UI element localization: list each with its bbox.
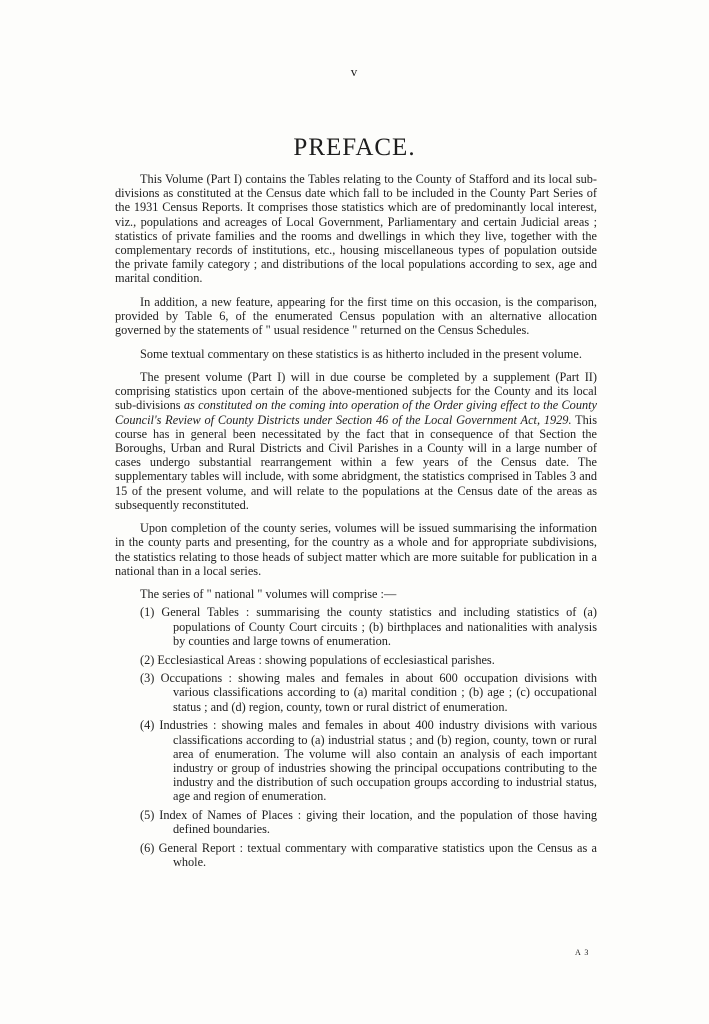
paragraph-4	[115, 370, 597, 512]
paragraph-2: In addition, a new feature, appearing for the first time on this occasion, is the comparison, provided by Table 6, of the enumerated Census population with an alternative allocation governed by the statements of " usual residence " returned on the Census Schedules.	[115, 294, 597, 338]
list-item-4: (4) Industries : showing males and females in about 400 industry divisions with various classifications according to (a) industrial status ; and (b) region, county, town or rural area of enumeration. The volume will also contain an analysis of each important industry or group of industries showing the principal occupations contributing to the industry and the distribution of such occupation groups according to industrial status, age and region of enumeration.	[140, 718, 597, 804]
paragraph-4-italic: as constituted on the coming into operation of the Order giving effect to the County Council's Review of County Districts under Section 46 of the Local Government Act, 1929.	[115, 398, 597, 427]
list-item-3: (3) Occupations : showing males and females in about 600 occupation divisions with various classifications according to (a) marital condition ; (b) age ; (c) occupational status ; and (d) region, county, town or rural district of enumeration.	[140, 671, 597, 714]
page-title: PREFACE.	[293, 134, 416, 161]
paragraph-1: This Volume (Part I) contains the Tables relating to the County of Stafford and its local sub-divisions as constituted at the Census date which fall to be included in the County Part Series of the 1931 Census Reports. It comprises those statistics which are of predominantly local interest, viz., populations and acreages of Local Government, Parliamentary and certain Judicial areas ; statistics of private families and the rooms and dwellings in which they live, together with the complementary records of institutions, etc., housing miscellaneous types of population outside the private family category ; and distributions of the local populations according to sex, age and marital condition.	[115, 172, 597, 286]
paragraph-3: Some textual commentary on these statistics is as hitherto included in the present volume.	[140, 346, 582, 361]
signature-mark: A 3	[575, 948, 590, 957]
list-item-6: (6) General Report : textual commentary with comparative statistics upon the Census as a whole.	[140, 840, 597, 870]
list-item-2: (2) Ecclesiastical Areas : showing populations of ecclesiastical parishes.	[140, 652, 495, 667]
list-item-5: (5) Index of Names of Places : giving their location, and the population of those having defined boundaries.	[140, 808, 597, 837]
paragraph-4-text-end: This course has in general been necessitated by the fact that in consequence of that Section the Boroughs, Urban and Rural Districts and Civil Parishes in a County will in a large number of cases undergo substantial rearrangement within a few years of the Census date. The supplementary tables will include, with some abridgment, the statistics comprised in Tables 3 and 15 of the present volume, and will relate to the populations at the Census date of the areas as subsequently reconstituted.	[115, 412, 597, 512]
page-number: v	[350, 64, 359, 79]
paragraph-4-text: The present volume (Part I) will in due course be completed by a supplement (Part II) comprising statistics upon certain of the above-mentioned subjects for the County and its local sub-divisions	[115, 370, 597, 413]
preface-body	[115, 172, 597, 874]
list-intro: The series of " national " volumes will comprise :—	[140, 587, 397, 602]
paragraph-5: Upon completion of the county series, volumes will be issued summarising the information in the county parts and presenting, for the country as a whole and for appropriate subdivisions, the statistics relating to those heads of subject matter which are more suitable for publication in a national than in a local series.	[115, 521, 597, 578]
list-item-1: (1) General Tables : summarising the county statistics and including statistics of (a) populations of County Court circuits ; (b) birthplaces and nationalities with analysis by counties and large towns of enumeration.	[140, 605, 597, 648]
